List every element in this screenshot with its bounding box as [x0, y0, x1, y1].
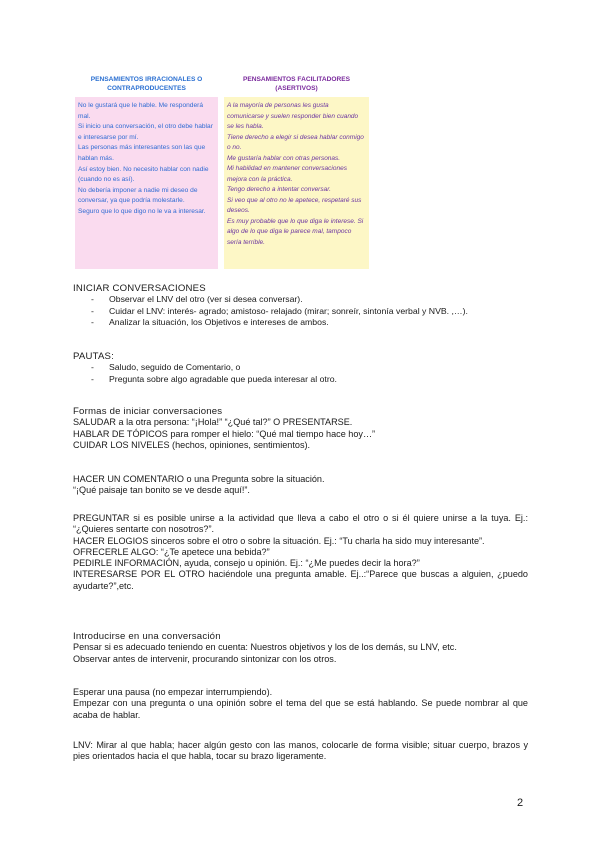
assertive-thought: Tengo derecho a intentar conversar. [227, 186, 331, 193]
irrational-thoughts-title: PENSAMIENTOS IRRACIONALES O CONTRAPRODUCENTES [90, 76, 203, 92]
irrational-thought: No debería imponer a nadie mi deseo de conversar, ya que podría molestarle. [78, 186, 198, 205]
list-item: - Observar el LNV del otro (ver si desea conversar). [73, 294, 528, 305]
text-line: Empezar con una pregunta o una opinión sobre el tema del que se está hablando. Se puede nombrar al que acaba de hablar. [73, 698, 528, 720]
irrational-thoughts-list [75, 97, 218, 269]
assertive-thought: Es muy probable que lo que diga le interese. Si algo de lo que diga le parece mal, tampoco sería terrible. [227, 217, 364, 246]
text-line: HACER UN COMENTARIO o una Pregunta sobre la situación. [73, 474, 325, 484]
lnv-section [73, 740, 528, 763]
list-item: - Saludo, seguido de Comentario, o [73, 362, 528, 373]
section-heading: INICIAR CONVERSACIONES [73, 283, 206, 294]
preguntar-section [73, 513, 528, 592]
text-line: INTERESARSE POR EL OTRO haciéndole una pregunta amable. Ej..:“Parece que buscas a alguien, ¿puedo ayudarte?”,etc. [73, 569, 528, 591]
text-line: PEDIRLE INFORMACIÓN, ayuda, consejo u opinión. Ej.: “¿Me puedes decir la hora?” [73, 558, 420, 569]
section-heading: Formas de iniciar conversaciones [73, 406, 223, 417]
text-line: HABLAR DE TÓPICOS para romper el hielo: “Qué mal tiempo hace hoy…” [73, 428, 376, 439]
section-heading: Introducirse en una conversación [73, 631, 221, 642]
text-line: PREGUNTAR si es posible unirse a la actividad que lleva a cabo el otro o si él quiere unirse a la tuya. Ej.: “¿Quieres sentarte con nosotros?”. [73, 513, 528, 535]
text-line: OFRECERLE ALGO: “¿Te apetece una bebida?” [73, 546, 270, 557]
irrational-thoughts-column [75, 73, 218, 269]
iniciar-section [73, 283, 528, 329]
formas-section [73, 406, 528, 451]
text-line: SALUDAR a la otra persona: “¡Hola!” “¿Qué tal?” O PRESENTARSE. [73, 417, 353, 428]
assertive-thoughts-column [224, 73, 369, 269]
text-line: Pensar si es adecuado teniendo en cuenta: Nuestros objetivos y los de los demás, su LNV, etc. [73, 642, 457, 653]
text-line: CUIDAR LOS NIVELES (hechos, opiniones, sentimientos). [73, 439, 311, 450]
irrational-thought: Seguro que lo que digo no le va a interesar. [78, 207, 206, 215]
page-number: 2 [517, 797, 524, 809]
assertive-thought: Si veo que al otro no le apetece, respetaré sus deseos. [227, 196, 362, 214]
introducirse-section [73, 631, 528, 665]
assertive-thought: Tiene derecho a elegir si desea hablar conmigo o no. [227, 133, 364, 151]
assertive-thought: A la mayoría de personas les gusta comunicarse y suelen responder bien cuando se les habla. [227, 102, 359, 130]
assertive-thoughts-title: PENSAMIENTOS FACILITADORES (ASERTIVOS) [242, 76, 351, 92]
esperar-section [73, 687, 528, 721]
list-item: - Cuidar el LNV: interés- agrado; amistoso- relajado (mirar; sonreír, sintonía verbal y NVB. ,…). [73, 306, 528, 317]
irrational-thought: Así estoy bien. No necesito hablar con nadie (cuando no es así). [78, 165, 209, 184]
assertive-thought: Mi habilidad en mantener conversaciones mejora con la práctica. [227, 165, 347, 183]
list-item: - Analizar la situación, los Objetivos e intereses de ambos. [73, 317, 528, 328]
text-line: Observar antes de intervenir, procurando sintonizar con los otros. [73, 653, 337, 664]
irrational-thought: No le gustará que le hable. Me responderá mal. [78, 102, 203, 120]
text-line: “¡Qué paisaje tan bonito se ve desde aquí!”. [73, 485, 250, 496]
irrational-thought: Las personas más interesantes son las que hablan más. [78, 144, 206, 162]
text-line: LNV: Mirar al que habla; hacer algún gesto con las manos, colocarle de forma visible; situar cuerpo, brazos y pies orientados hacia el que habla, tocar su brazo ligeramente. [73, 740, 528, 762]
assertive-thought: Me gustaría hablar con otras personas. [227, 154, 341, 162]
comentario-section [73, 474, 528, 497]
irrational-thought: Si inicio una conversación, el otro debe hablar e interesarse por mí. [78, 123, 213, 141]
section-heading: PAUTAS: [73, 351, 115, 362]
assertive-thoughts-list [224, 97, 369, 269]
text-line: HACER ELOGIOS sinceros sobre el otro o sobre la situación. Ej.: “Tu charla ha sido muy interesante”. [73, 535, 485, 546]
list-item: - Pregunta sobre algo agradable que pueda interesar al otro. [73, 374, 528, 385]
text-line: Esperar una pausa (no empezar interrumpiendo). [73, 687, 273, 697]
pautas-section [73, 351, 528, 385]
